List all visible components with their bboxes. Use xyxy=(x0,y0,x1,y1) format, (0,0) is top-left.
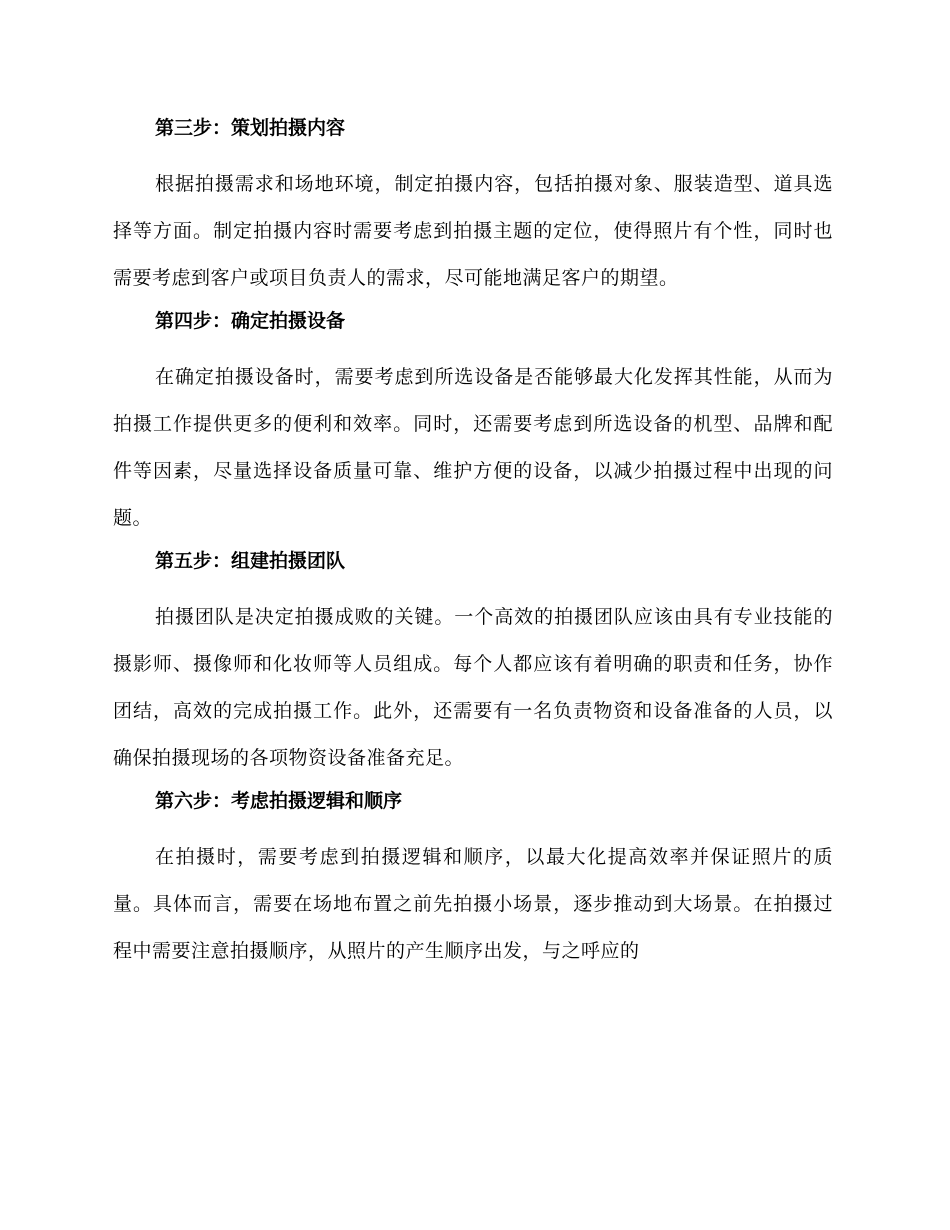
section-paragraph: 拍摄团队是决定拍摄成败的关键。一个高效的拍摄团队应该由具有专业技能的摄影师、摄像师和化妆师等人员组成。每个人都应该有着明确的职责和任务，协作团结，高效的完成拍摄工作。此外，还需要有一名负责物资和设备准备的人员，以确保拍摄现场的各项物资设备准备充足。 xyxy=(113,606,833,769)
section-step-3 xyxy=(113,112,833,302)
section-heading: 第六步：考虑拍摄逻辑和顺序 xyxy=(155,790,403,812)
document-content xyxy=(113,112,833,978)
section-heading: 第三步：策划拍摄内容 xyxy=(155,117,346,139)
section-paragraph: 根据拍摄需求和场地环境，制定拍摄内容，包括拍摄对象、服装造型、道具选择等方面。制定拍摄内容时需要考虑到拍摄主题的定位，使得照片有个性，同时也需要考虑到客户或项目负责人的需求，尽可能地满足客户的期望。 xyxy=(113,173,833,289)
section-paragraph: 在拍摄时，需要考虑到拍摄逻辑和顺序，以最大化提高效率并保证照片的质量。具体而言，需要在场地布置之前先拍摄小场景，逐步推动到大场景。在拍摄过程中需要注意拍摄顺序，从照片的产生顺序出发，与之呼应的 xyxy=(113,846,833,962)
section-paragraph: 在确定拍摄设备时，需要考虑到所选设备是否能够最大化发挥其性能，从而为拍摄工作提供更多的便利和效率。同时，还需要考虑到所选设备的机型、品牌和配件等因素，尽量选择设备质量可靠、维护方便的设备，以减少拍摄过程中出现的问题。 xyxy=(113,366,833,529)
section-heading: 第五步：组建拍摄团队 xyxy=(155,550,346,572)
section-heading: 第四步：确定拍摄设备 xyxy=(155,310,346,332)
section-step-4 xyxy=(113,305,833,542)
section-step-6 xyxy=(113,785,833,975)
section-step-5 xyxy=(113,545,833,782)
